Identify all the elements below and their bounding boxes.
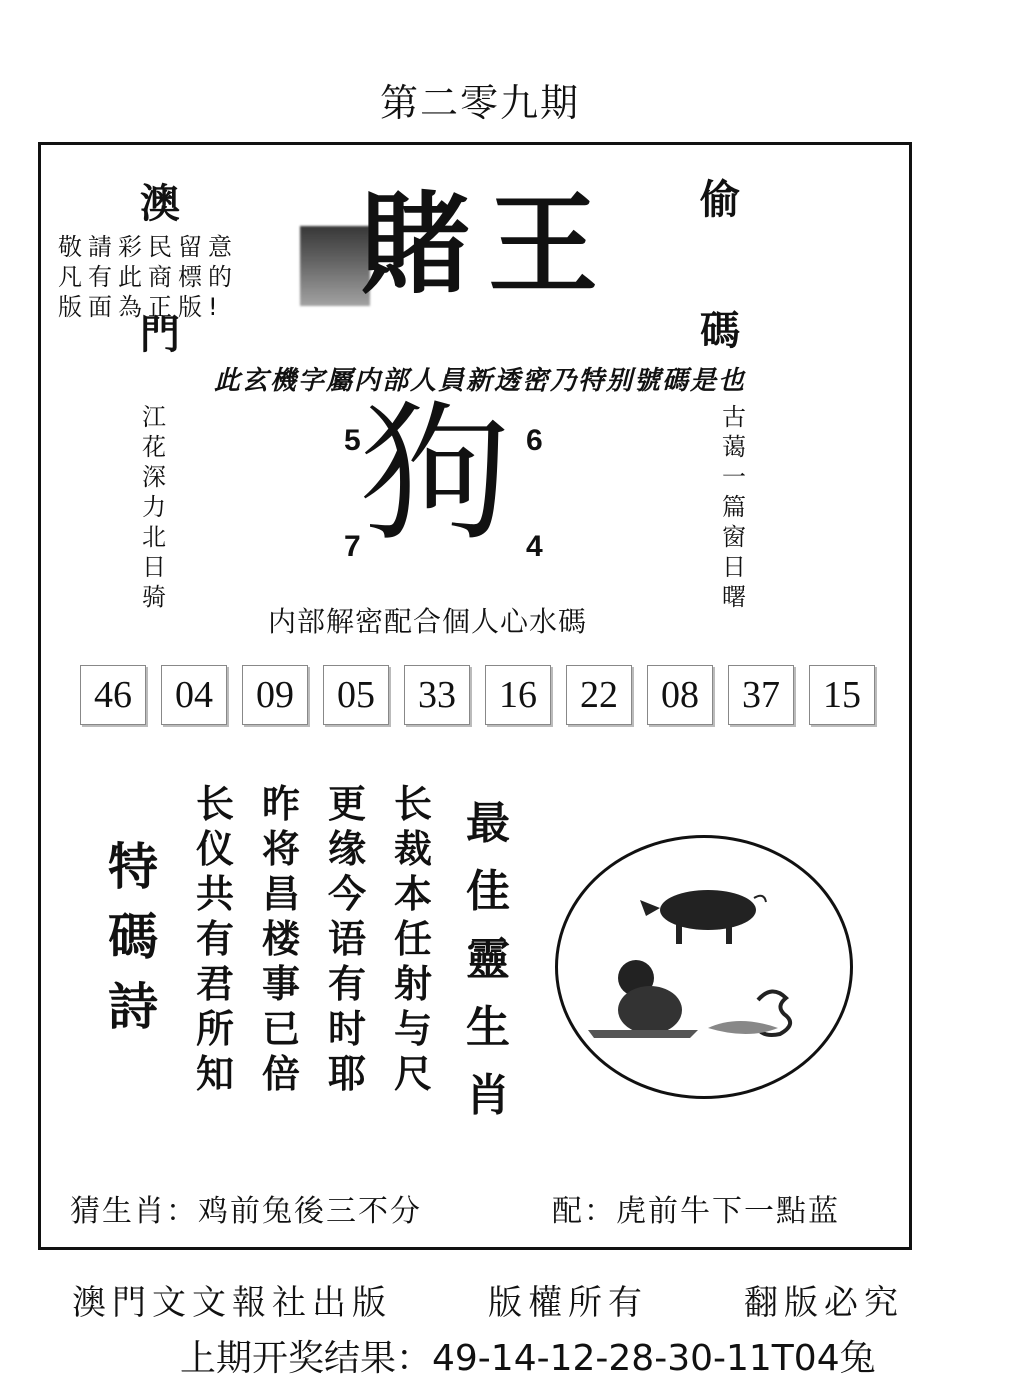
slogan: 此玄機字屬内部人員新透密乃特别號碼是也 — [213, 366, 746, 396]
number-box: 46 — [80, 665, 146, 725]
number-box: 22 — [566, 665, 632, 725]
guess-zodiac-text: 猜生肖：鸡前兔後三不分 — [70, 1194, 422, 1229]
right-vertical-poem — [722, 402, 746, 612]
poem-char: 昌 — [262, 872, 301, 916]
left-poem-char: 江 — [142, 403, 166, 431]
rights-text: 版權所有 — [488, 1283, 648, 1323]
poem-column-1 — [196, 782, 234, 1097]
right-poem-char: 曙 — [722, 583, 746, 611]
best-label-char: 肖 — [466, 1070, 510, 1121]
right-poem-char: 窗 — [722, 523, 746, 551]
left-poem-char: 日 — [142, 553, 166, 581]
side-right-char: 偷 — [700, 176, 740, 223]
notice-line: 版面為正版! — [58, 293, 224, 321]
zodiac-character: 狗 — [360, 388, 511, 562]
left-poem-char: 北 — [142, 523, 166, 551]
poem-char: 共 — [196, 872, 235, 916]
poem-char: 长 — [394, 782, 433, 826]
decode-subtitle: 内部解密配合個人心水碼 — [268, 605, 588, 638]
number-box: 08 — [647, 665, 713, 725]
poem-char: 语 — [328, 917, 367, 961]
poem-char: 楼 — [262, 917, 301, 961]
side-right-char: 碼 — [700, 307, 740, 354]
best-label-char: 生 — [466, 1002, 510, 1053]
best-label-char: 佳 — [466, 866, 510, 917]
notice-line: 凡有此商標的 — [58, 263, 238, 291]
poem-char: 有 — [328, 962, 367, 1006]
poem-char: 时 — [328, 1007, 367, 1051]
zodiac-animals-illustration — [558, 838, 850, 1096]
main-title: 賭王 — [360, 181, 616, 309]
warning-text: 翻版必究 — [744, 1283, 904, 1323]
poem-char: 将 — [262, 827, 301, 871]
side-label-right — [700, 168, 740, 356]
poem-label-char: 碼 — [108, 907, 158, 966]
left-poem-char: 骑 — [142, 583, 166, 611]
poem-char: 仪 — [196, 827, 235, 871]
right-poem-char: 篇 — [722, 493, 746, 521]
poem-column-3 — [328, 782, 366, 1097]
last-draw-result: 上期开奖结果：49-14-12-28-30-11T04兔 — [180, 1338, 876, 1379]
left-poem-char: 力 — [142, 493, 166, 521]
number-box: 09 — [242, 665, 308, 725]
poem-char: 缘 — [328, 827, 367, 871]
poem-column-4 — [394, 782, 432, 1097]
right-poem-char: 蔼 — [722, 433, 746, 461]
poem-char: 事 — [262, 962, 301, 1006]
number-box: 15 — [809, 665, 875, 725]
poem-char: 任 — [394, 917, 433, 961]
right-poem-char: 日 — [722, 553, 746, 581]
poem-label-char: 詩 — [108, 977, 158, 1036]
right-poem-char: 一 — [722, 463, 746, 491]
zodiac-animal-circle — [555, 835, 853, 1099]
notice-line: 敬請彩民留意 — [58, 233, 238, 261]
number-list — [80, 665, 875, 725]
left-poem-char: 花 — [142, 433, 166, 461]
poem-char: 长 — [196, 782, 235, 826]
poem-char: 本 — [394, 872, 433, 916]
authenticity-notice — [58, 232, 238, 322]
number-box: 37 — [728, 665, 794, 725]
left-vertical-poem — [142, 402, 166, 612]
number-box: 04 — [161, 665, 227, 725]
poem-char: 耶 — [328, 1052, 367, 1096]
issue-number: 第二零九期 — [379, 81, 580, 125]
poem-char: 裁 — [394, 827, 433, 871]
side-left-char: 澳 — [140, 180, 180, 227]
pair-text: 配：虎前牛下一點蓝 — [552, 1194, 840, 1229]
dragon-icon — [708, 991, 790, 1035]
poem-char: 倍 — [262, 1052, 301, 1096]
monkey-icon — [588, 960, 698, 1038]
poem-char: 有 — [196, 917, 235, 961]
publisher-text: 澳門文文報社出版 — [72, 1283, 392, 1323]
poem-char: 更 — [328, 782, 367, 826]
side-left-char: 門 — [140, 311, 180, 358]
number-box: 16 — [485, 665, 551, 725]
best-zodiac-label — [466, 790, 510, 1130]
poem-char: 已 — [262, 1007, 301, 1051]
number-box: 05 — [323, 665, 389, 725]
poem-char: 射 — [394, 962, 433, 1006]
boar-icon — [640, 890, 766, 944]
number-box: 33 — [404, 665, 470, 725]
poem-char: 尺 — [394, 1052, 433, 1096]
poem-char: 与 — [394, 1007, 433, 1051]
best-label-char: 靈 — [466, 934, 510, 985]
poem-char: 所 — [196, 1007, 235, 1051]
poem-column-2 — [262, 782, 300, 1097]
poem-char: 君 — [196, 962, 235, 1006]
poem-char: 今 — [328, 872, 367, 916]
corner-number-bottom-left: 7 — [344, 530, 361, 563]
corner-number-bottom-right: 4 — [526, 530, 543, 563]
corner-number-top-right: 6 — [526, 424, 543, 457]
poem-char: 昨 — [262, 782, 301, 826]
poem-label-char: 特 — [108, 837, 158, 896]
left-poem-char: 深 — [142, 463, 166, 491]
corner-number-top-left: 5 — [344, 424, 361, 457]
poem-label — [108, 832, 158, 1042]
poem-char: 知 — [196, 1052, 235, 1096]
best-label-char: 最 — [466, 798, 510, 849]
right-poem-char: 古 — [722, 403, 746, 431]
